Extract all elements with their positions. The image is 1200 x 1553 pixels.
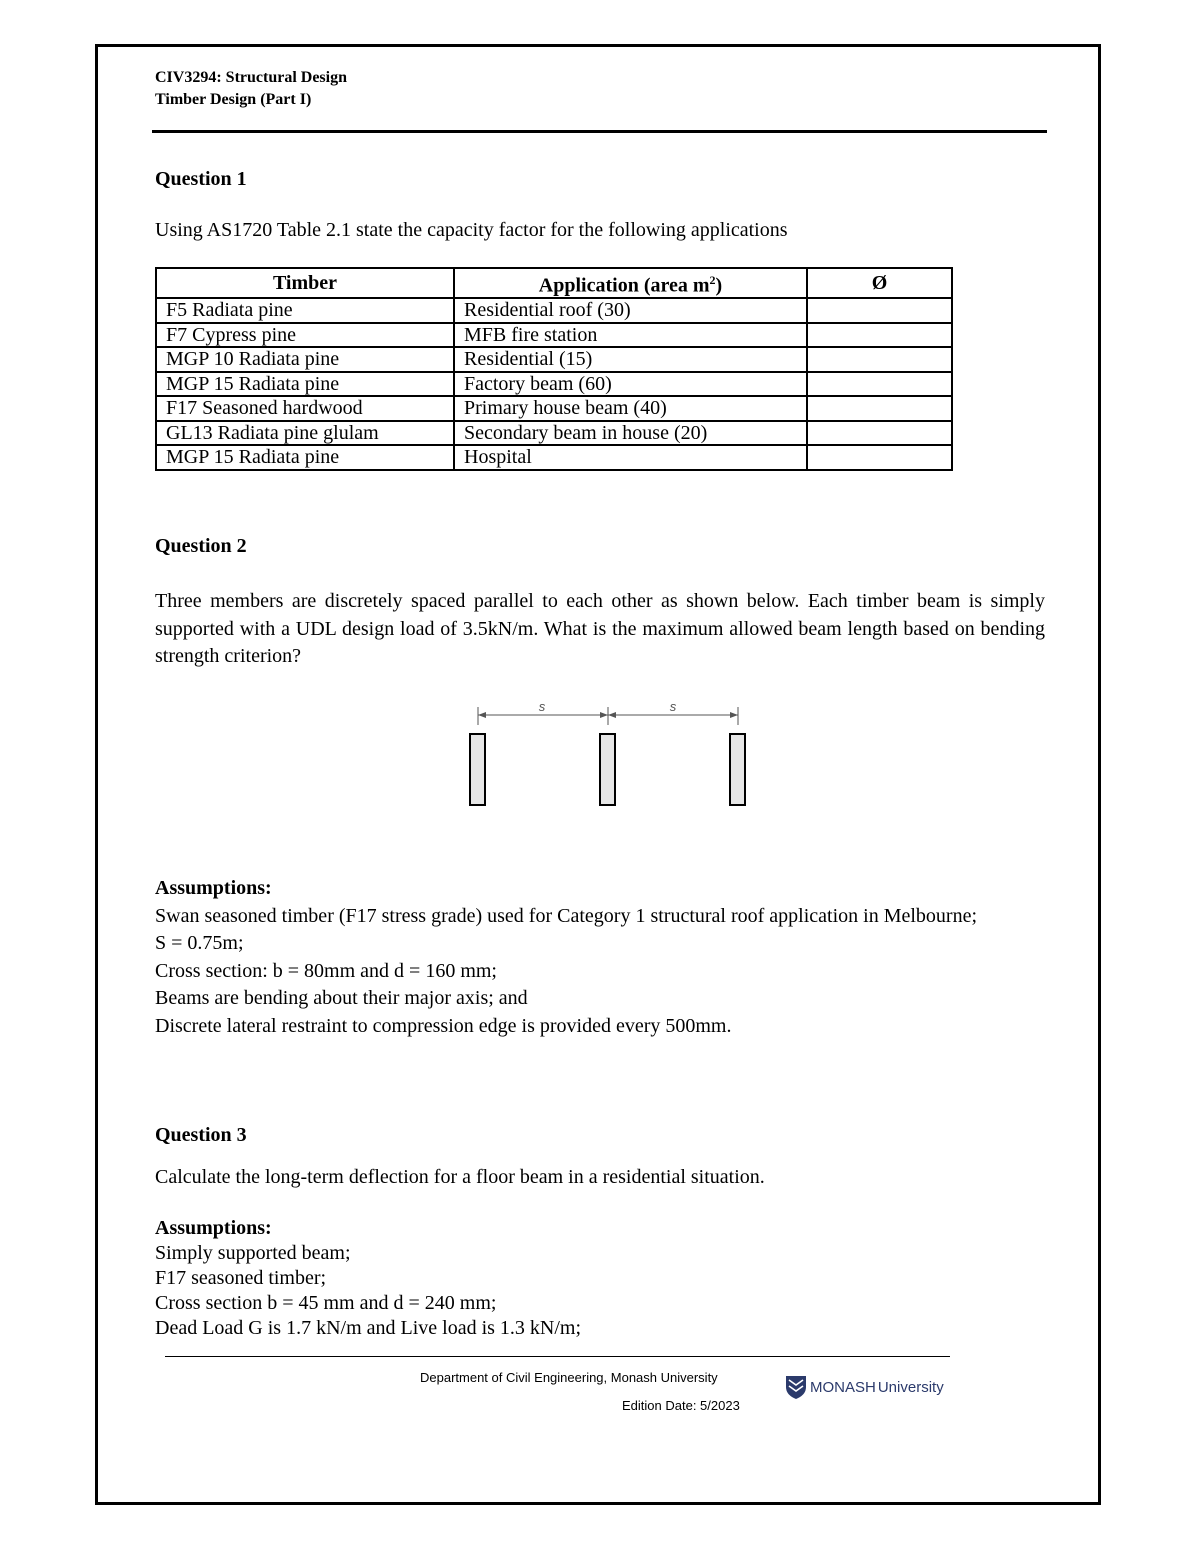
assumption-item: F17 seasoned timber; bbox=[155, 1267, 327, 1289]
table-row bbox=[156, 347, 952, 372]
logo-sub-text: University bbox=[877, 1378, 944, 1396]
cell-application: Secondary beam in house (20) bbox=[454, 421, 807, 446]
cell-application: MFB fire station bbox=[454, 323, 807, 348]
question-1-title: Question 1 bbox=[155, 168, 247, 190]
question-3-assumptions bbox=[155, 1216, 1045, 1341]
cell-application: Residential roof (30) bbox=[454, 298, 807, 323]
question-3-prompt: Calculate the long-term deflection for a floor beam in a residential situation. bbox=[155, 1166, 765, 1188]
footer-edition-date: Edition Date: 5/2023 bbox=[622, 1398, 740, 1413]
capacity-factor-table bbox=[155, 267, 953, 471]
table-row bbox=[156, 372, 952, 397]
assumption-item: Cross section b = 45 mm and d = 240 mm; bbox=[155, 1292, 497, 1314]
cell-application: Primary house beam (40) bbox=[454, 396, 807, 421]
beam-section-2 bbox=[600, 734, 615, 805]
assumptions-title: Assumptions: bbox=[155, 1217, 272, 1239]
cell-timber: GL13 Radiata pine glulam bbox=[156, 421, 454, 446]
topic-title: Timber Design (Part I) bbox=[155, 91, 312, 108]
cell-timber: F5 Radiata pine bbox=[156, 298, 454, 323]
header-rule bbox=[152, 130, 1047, 133]
table-header-row bbox=[156, 268, 952, 298]
header-application: Application (area $m^2$) bbox=[454, 268, 807, 298]
monash-shield-icon bbox=[785, 1374, 807, 1400]
assumptions-title: Assumptions: bbox=[155, 877, 272, 899]
table-row bbox=[156, 323, 952, 348]
course-title: CIV3294: Structural Design bbox=[155, 69, 347, 86]
cell-application: Hospital bbox=[454, 445, 807, 470]
question-2-prompt: Three members are discretely spaced parallel to each other as shown below. Each timber beam is simply supported with a UDL design load of 3.5kN/m. What is the maximum allowed beam length based on bending strength criterion? bbox=[155, 590, 1045, 667]
table-row bbox=[156, 396, 952, 421]
cell-phi bbox=[807, 372, 952, 397]
cell-timber: MGP 10 Radiata pine bbox=[156, 347, 454, 372]
cell-application: Residential (15) bbox=[454, 347, 807, 372]
beam-section-3 bbox=[730, 734, 745, 805]
assumption-item: Dead Load G is 1.7 kN/m and Live load is 1.3 kN/m; bbox=[155, 1317, 582, 1339]
cell-phi bbox=[807, 347, 952, 372]
arrow-head bbox=[600, 712, 608, 718]
cell-timber: MGP 15 Radiata pine bbox=[156, 372, 454, 397]
arrow-head bbox=[478, 712, 486, 718]
arrow-head bbox=[730, 712, 738, 718]
table-row bbox=[156, 445, 952, 470]
cell-timber: MGP 15 Radiata pine bbox=[156, 445, 454, 470]
question-3-title: Question 3 bbox=[155, 1124, 247, 1146]
monash-logo bbox=[785, 1373, 944, 1401]
cell-phi bbox=[807, 396, 952, 421]
table-row bbox=[156, 421, 952, 446]
logo-main-text: MONASH bbox=[810, 1378, 876, 1396]
cell-timber: F17 Seasoned hardwood bbox=[156, 396, 454, 421]
cell-timber: F7 Cypress pine bbox=[156, 323, 454, 348]
spacing-label-1: s bbox=[538, 699, 546, 714]
question-2-assumptions bbox=[155, 875, 1045, 1040]
footer-department: Department of Civil Engineering, Monash University bbox=[420, 1370, 718, 1385]
cell-phi bbox=[807, 421, 952, 446]
assumption-item: Simply supported beam; bbox=[155, 1242, 351, 1264]
assumption-item: Swan seasoned timber (F17 stress grade) used for Category 1 structural roof application in Melbourne; bbox=[155, 904, 978, 927]
header-timber: Timber bbox=[156, 268, 454, 298]
question-2-title: Question 2 bbox=[155, 535, 247, 557]
header-phi: Ø bbox=[807, 268, 952, 298]
beam-spacing-diagram bbox=[440, 695, 770, 815]
spacing-label-2: s bbox=[669, 699, 677, 714]
arrow-head bbox=[608, 712, 616, 718]
assumption-item: Cross section: b = 80mm and d = 160 mm; bbox=[155, 959, 497, 982]
assumption-item: Discrete lateral restraint to compression edge is provided every 500mm. bbox=[155, 1014, 732, 1037]
beam-section-1 bbox=[470, 734, 485, 805]
question-1-prompt: Using AS1720 Table 2.1 state the capacity factor for the following applications bbox=[155, 219, 788, 241]
table-row bbox=[156, 298, 952, 323]
assumption-item: S = 0.75m; bbox=[155, 932, 244, 954]
cell-application: Factory beam (60) bbox=[454, 372, 807, 397]
cell-phi bbox=[807, 445, 952, 470]
footer-rule bbox=[165, 1356, 950, 1357]
assumption-item: Beams are bending about their major axis; and bbox=[155, 987, 528, 1009]
cell-phi bbox=[807, 298, 952, 323]
cell-phi bbox=[807, 323, 952, 348]
